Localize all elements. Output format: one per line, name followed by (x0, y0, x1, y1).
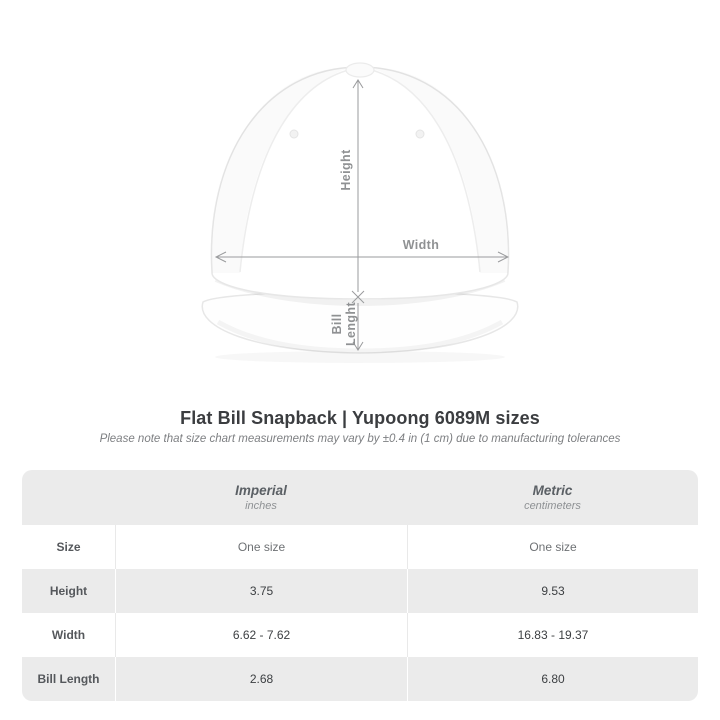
imperial-column-title: Imperial (235, 482, 287, 498)
imperial-value: 3.75 (115, 569, 407, 613)
size-table (22, 470, 698, 701)
table-row-size (22, 525, 698, 569)
metric-value: One size (407, 525, 698, 569)
row-label: Size (22, 525, 115, 569)
row-label: Bill Length (22, 657, 115, 701)
size-table-container (22, 470, 698, 701)
row-label: Width (22, 613, 115, 657)
column-header-imperial (115, 470, 407, 525)
imperial-value: One size (115, 525, 407, 569)
right-eyelet (416, 130, 424, 138)
metric-column-title: Metric (532, 482, 573, 498)
metric-value: 6.80 (407, 657, 698, 701)
column-header-metric (407, 470, 698, 525)
metric-value: 9.53 (407, 569, 698, 613)
size-chart-title: Flat Bill Snapback | Yupoong 6089M sizes (180, 408, 540, 428)
imperial-value: 6.62 - 7.62 (115, 613, 407, 657)
size-chart-header (0, 407, 720, 446)
size-chart-subtitle: Please note that size chart measurements may vary by ±0.4 in (1 cm) due to manufacturing tolerances (99, 433, 621, 445)
bill-length-label-line1: Bill (330, 313, 344, 335)
table-header-row (22, 470, 698, 525)
row-label: Height (22, 569, 115, 613)
imperial-column-unit: inches (245, 499, 277, 512)
metric-value: 16.83 - 19.37 (407, 613, 698, 657)
height-label: Height (339, 149, 353, 191)
table-row-height (22, 569, 698, 613)
table-row-width (22, 613, 698, 657)
hat-top-button (346, 63, 374, 77)
left-eyelet (290, 130, 298, 138)
table-row-bill-length (22, 657, 698, 701)
bill-length-label-line2: Lenght (344, 301, 358, 347)
imperial-value: 2.68 (115, 657, 407, 701)
metric-column-unit: centimeters (524, 499, 581, 512)
column-header-empty (22, 470, 115, 525)
width-label: Width (402, 238, 440, 252)
